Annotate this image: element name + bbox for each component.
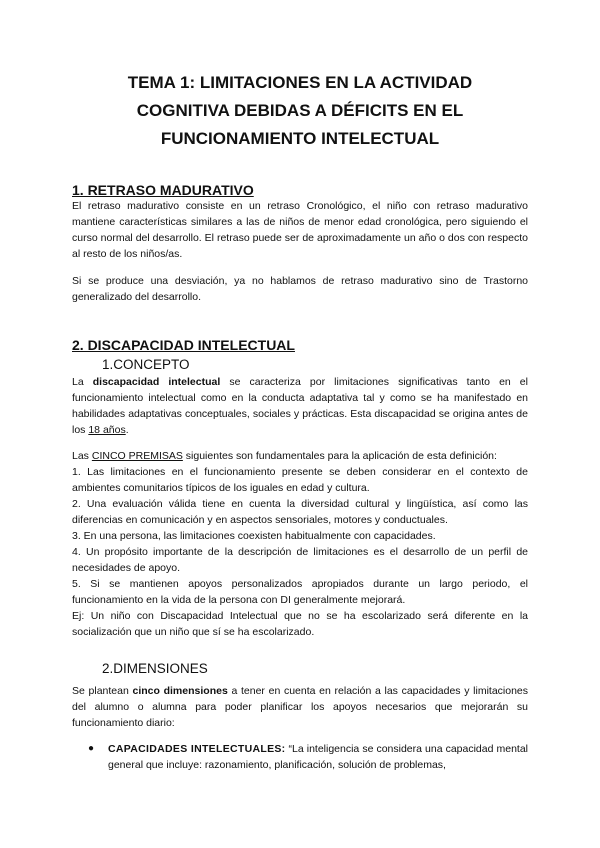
subheading-dimensiones: 2.DIMENSIONES [102,661,208,676]
subheading-concepto: 1.CONCEPTO [102,357,190,372]
dimensiones-paragraph [72,683,528,731]
bullet-capacidades-text [108,741,528,773]
title-line-3: FUNCIONAMIENTO INTELECTUAL [160,129,440,148]
concepto-term: discapacidad intelectual [92,376,221,388]
retraso-paragraph-2: Si se produce una desviación, ya no hablamos de retraso madurativo sino de Trastorno generalizado del desarrollo. [72,275,528,303]
dimensiones-body: a tener en cuenta en relación a las capacidades y limitaciones del alumno o alumna para poder planificar los apoyos necesarios que mejorarán su funcionamiento diario: [72,685,529,729]
premisa-item: 1. Las limitaciones en el funcionamiento presente se deben considerar en el contexto de ambientes comunitarios típicos de los iguales en edad y cultura. [72,466,528,494]
concepto-end: . [125,424,129,436]
bullet-capacidades-body: “La inteligencia se considera una capacidad mental general que incluye: razonamiento, planificación, solución de problemas, [108,743,528,771]
premisa-item: 4. Un propósito importante de la descripción de limitaciones es el desarrollo de un perfil de necesidades de apoyo. [72,546,528,574]
retraso-paragraph-1: El retraso madurativo consiste en un retraso Cronológico, el niño con retraso madurativo mantiene características similares a las de niños de menor edad cronológica, pero siguiendo el curso normal del desarrollo. El retraso puede ser de aproximadamente un año o dos con respecto al resto de los niños/as. [72,200,528,260]
bullet-capacidades [90,741,528,773]
document-title [80,69,520,153]
bullet-capacidades-label: CAPACIDADES INTELECTUALES: [108,743,286,755]
concepto-paragraph [72,374,528,438]
concepto-age: 18 años [88,424,126,436]
section-heading-retraso: 1. RETRASO MADURATIVO [72,182,254,198]
bullet-dot-icon: ● [88,743,95,754]
premisas-pre: Las [72,450,92,462]
concepto-body: se caracteriza por limitaciones significativas tanto en el funcionamiento intelectual como en la conducta adaptativa tal y como se ha manifestado en habilidades adaptativas conceptuales, sociales y prácticas. Esta discapacidad se origina antes de los [72,376,528,436]
premisas-list [72,464,528,640]
premisas-highlight: CINCO PREMISAS [91,450,183,462]
premisas-intro [72,448,528,464]
title-line-1: TEMA 1: LIMITACIONES EN LA ACTIVIDAD [127,73,473,92]
title-line-2: COGNITIVA DEBIDAS A DÉFICITS EN EL [136,101,464,120]
premisa-example: Ej: Un niño con Discapacidad Intelectual que no se ha escolarizado será diferente en la socialización que un niño que sí se ha escolarizado. [72,610,528,638]
premisa-item: 5. Si se mantienen apoyos personalizados apropiados durante un largo periodo, el funcionamiento en la vida de la persona con DI generalmente mejorará. [72,578,528,606]
premisas-post: siguientes son fundamentales para la aplicación de esta definición: [182,450,497,462]
premisa-item: 3. En una persona, las limitaciones coexisten habitualmente con capacidades. [72,530,436,542]
section-heading-discapacidad: 2. DISCAPACIDAD INTELECTUAL [72,337,295,353]
dimensiones-pre: Se plantean [72,685,133,697]
dimensiones-term: cinco dimensiones [132,685,228,697]
concepto-pre: La [72,376,93,388]
premisa-item: 2. Una evaluación válida tiene en cuenta la diversidad cultural y lingüística, así como las diferencias en comunicación y en aspectos sensoriales, motores y conductuales. [72,498,528,526]
